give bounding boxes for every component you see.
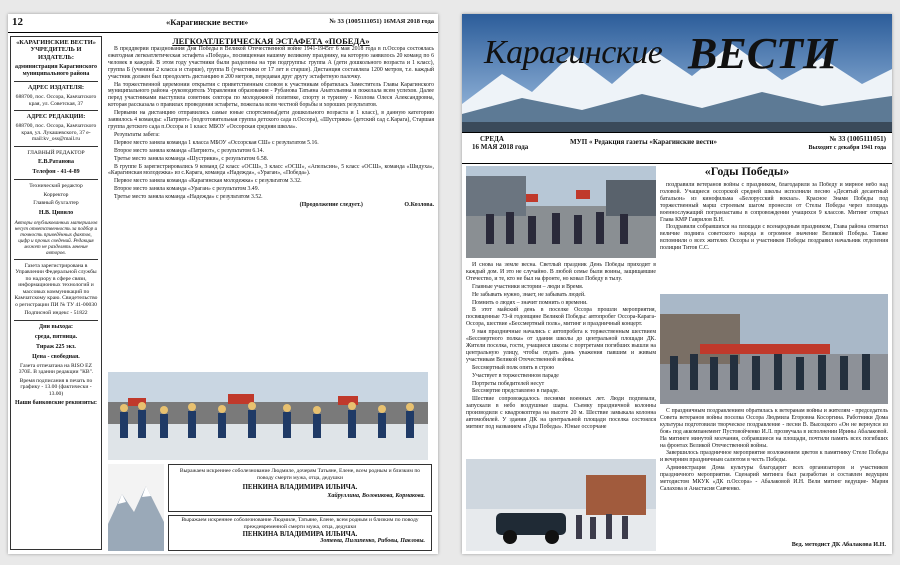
paragraph: Первое место заняла команда 1 класса МБОУ «Оссорская СШ» с результатом 5.16. <box>114 139 319 146</box>
paragraph: Портреты победителей несут <box>472 380 545 387</box>
paragraph: Второе место заняла команда «Ураган» с результатом 3.49. <box>114 186 260 193</box>
paragraph: поздравили ветеранов войны с праздником, благодарили за Победу и мирное небо над головой. Учащиеся оссорской средней школы исполнили песню «Десятый десантный батальон» из кинофильма «Белорусский вокзал». Красное Знамя Победы под торжественный марш строевым шагом пронесли от Стелы Победы через площадь военнослужащий погранзаставы в сопровождении учащихся 9 классов. Митинг открыл Глава КМР Гаврилов В.Н. <box>660 182 888 223</box>
registration: Газета зарегистрирована в Управлении Федеральной службы по надзору в сфере связи, информационных технологий и массовых коммуникаций по Камчатскому краю. Свидетельство о регистрации ПИ № ТУ 41-00030 <box>14 262 98 308</box>
imprint-founder: администрация Карагинского муниципального района <box>14 64 98 78</box>
paragraph: С праздничным поздравлением обратилась к ветеранам войны и жителям - председатель Совета ветеранов войны поселка Оссора Людмила Егоровна Косоргина. Работники Дома культуры подготовили творческое поздравление - песни В. Высоцкого «Он не вернулся из боя» под аккомпанемент Пустовойченко И.Л. прозвучала в исполнении Ирины Абалаковой. На митинге минутой молчания, собравшиеся на площади, почтили память всех погибших на фронтах Великой Отечественной войны. <box>660 408 888 449</box>
paragraph: Бессмертный полк опять в строю <box>472 364 555 371</box>
condolence-box-2 <box>168 515 432 551</box>
paragraph: На торжественной церемонии открытия с приветственным словом к участникам обратилась Заместитель Главы Карагинского муниципального района -руководитель Управления образования - Рубанова Татьяна Анатольевна и пожелала всем успехов. Далее перед участниками выступила советник сектора по молодежной политике, спорту и туризму - Козлова Олеся Александровна, которая рассказала о правилах проведения эстафеты, пожелала всем честной борьбы и хороших результатов. <box>108 81 434 109</box>
disclaimer: Авторы опубликованных материалов несут ответственность за подбор и точность приведённых фактов, цифр и прочих сведений. Редакция может не разделять мнение авторов. <box>14 219 98 256</box>
page-number: 12 <box>12 16 23 28</box>
parade-photo-3 <box>660 294 888 404</box>
continued-note: (Продолжение следует.) <box>299 202 363 209</box>
left-page <box>8 14 438 554</box>
paragraph: Участвует в торжественном параде <box>472 372 559 379</box>
paragraph: Результаты забега: <box>114 131 160 138</box>
parade-photo-1 <box>466 166 656 258</box>
article-body <box>108 46 434 202</box>
condolence-box-1 <box>168 464 432 512</box>
chief-editor-label: ГЛАВНЫЙ РЕДАКТОР <box>27 149 85 156</box>
article-title: «Годы Победы» <box>704 164 790 178</box>
condolence-message: Выражаем искреннее соболезнование Людмиле, Татьяне, Елене, всем родным и близким по поводу преждевременной смерти мужа, отца, дедушки <box>181 517 419 530</box>
paper-name: «Карагинские вести» <box>166 17 249 27</box>
paragraph: Поздравили собравшихся на площади с всенародным праздником, Глава района отметил величие подвига советского народа и огромное значение Великой Победы. Также вспомнили о всех жителях Оссоры и участников Победы поздравил начальник отделения полиции Титов С.С. <box>660 224 888 252</box>
imprint-title: «КАРАГИНСКИЕ ВЕСТИ» УЧРЕДИТЕЛЬ И ИЗДАТЕЛЬ: <box>16 39 96 61</box>
editorial-address: 688700, пос. Оссора, Камчатского края, ул. Лукашевского, 37 e-mail:kv_oss@mail.ru <box>15 123 97 143</box>
paragraph: В преддверии празднования Дня Победы в Великой Отечественной войне 1941-1945гг 6 мая 2018 года в п.Оссора состоялась ежегодная легкоатлетическая эстафета «Победа», посвященная нашему великому празднику, на которую заявилось 20 команд по 6 человек в каждой. В этом году участники были разделены на три подгруппы: группа А (дети дошкольного возраста и 1 класс), группа Б (ученики 2 класса и старше), группа В (участники от 17 лет и старше). Дистанция составляла 1200 метров, т.е. каждый участник должен был преодолеть дистанцию в 200 метров, передавая друг другу эстафетную палочку. <box>108 46 434 80</box>
paragraph: Третье место заняла команда «Надежда» с результатом 3.52. <box>114 194 263 201</box>
subscription-index: Подписной индекс - 51822 <box>24 310 88 317</box>
article-title: ЛЕГКОАТЛЕТИЧЕСКАЯ ЭСТАФЕТА «ПОБЕДА» <box>172 36 370 46</box>
paragraph: Первыми на дистанцию отправились самые юные спортсмены(дети дошкольного возраста и 1 класс), в данную категорию заявилось 4 команды: «Патриот» (подготовительная группа детского сада п.Оссора), «Шустрики» (детский сад с.Карага), Старшая группа детского сада п.Оссора и 1 класс МБОУ «Оссорская средняя школа». <box>108 110 434 130</box>
paragraph: Не забывать нужно, знает, не забывать людей. <box>472 291 586 298</box>
price: Цена - свободная. <box>32 353 80 360</box>
paragraph: Шествие сопровождалось песнями военных лет. Люди подпевали, запускали в небо воздушные шары. Съемку праздничной колонны производили с квадрокоптера на высоте 20 м. Шествие замыкала колонна автомобилей. У здания ДК на центральной площади поселка состоялся митинг под названием «Годы Победы». Юные оссорчане <box>466 396 656 430</box>
condolence-from: Зотеева, Пилипенко, Рибовы, Павловы. <box>320 538 425 545</box>
issue-info-bar <box>462 132 892 164</box>
article-signature <box>108 202 434 208</box>
imprint-sidebar <box>10 36 102 550</box>
right-page <box>462 14 892 554</box>
paragraph: 9 мая праздничные начались с автопробега к торжественным шествием «Бессмертного полка» от здания школы до центральной площади ДК. Жители поселка, гости, учащиеся школы с портретами погибших вышли на центральную улицу, чтобы отдать дань уважения павшим и живым участникам Великой Отечественной войны. <box>466 329 656 363</box>
days: среда, пятница. <box>34 333 78 340</box>
bookkeeper: Н.В. Цивило <box>38 209 74 216</box>
signed-info: Время подписания в печать по графику - 13.00 (фактически - 13.00) <box>19 377 93 397</box>
article-author: О.Козлова. <box>404 202 434 209</box>
paragraph: Помнить о людях – значит помнить о времени. <box>472 299 588 306</box>
condolence-name: ПЕНКИНА ВЛАДИМИРА ИЛЬИЧА. <box>242 531 358 539</box>
chief-editor: Е.В.Ратанова <box>37 159 75 166</box>
corrector: Корректор <box>43 191 69 198</box>
paragraph: Первое место заняла команда «Карагинская молодежка» с результатом 3.32. <box>114 178 302 185</box>
bookkeeper-label: Главный бухгалтер <box>33 200 79 207</box>
since-line: Выходит с декабря 1941 года <box>808 145 886 151</box>
article-column-2 <box>660 182 888 290</box>
editorial-address-label: АДРЕС РЕДАКЦИИ: <box>26 114 86 121</box>
article-column-3 <box>660 408 888 538</box>
article-signature: Вед. методист ДК Абалакова И.Н. <box>791 541 886 548</box>
page-header <box>8 14 438 33</box>
condolence-name: ПЕНКИНА ВЛАДИМИРА ИЛЬИЧА. <box>242 484 358 492</box>
bank-label: Наши банковские реквизиты: <box>14 400 98 407</box>
publisher-address-label: АДРЕС ИЗДАТЕЛЯ: <box>27 85 85 92</box>
issue-number: № 33 (1005111051) <box>829 135 886 143</box>
relay-photo <box>108 372 428 460</box>
phone: Телефон - 41-4-89 <box>32 169 80 176</box>
paragraph: В группе Б зарегистрировались 9 команд (2 класс «ОСШ», 3 класс «ОСШ», «Апельсин», 5 класс «ОСШ», команда «Шидуха», «Карагинская молодежка» из с.Карага, команда «Надежда», «Ураган», «Победа»). <box>108 163 434 177</box>
paragraph: Второе место заняла команда «Патриот», с результатом 6.14. <box>114 147 264 154</box>
paragraph: Бессмертие представлено в параде. <box>472 388 559 395</box>
paragraph: Завершилось праздничное мероприятие возложением цветов к памятнику Стеле Победы и вечерним праздничным салютом в честь Победы. <box>660 450 888 464</box>
paragraph: Администрация Дома культуры благодарит всех организаторов и участников праздничного мероприятия. Сценарий митинга был разработан и составлен ведущим методистом МКУК «ДК п.Оссора» - Абалаковой И.Н. Вели митинг ведущие- Мария Салахова и Анастасия Савченко. <box>660 465 888 492</box>
issue-day: СРЕДА <box>480 135 504 143</box>
publisher-name: МУП « Редакция газеты «Карагинские вести» <box>570 138 718 146</box>
article-column-1 <box>466 262 656 458</box>
print-run: Тираж 225 экз. <box>36 343 76 350</box>
days-label: Дни выхода: <box>38 323 74 330</box>
printed-info: Газета отпечатана на RISO EZ 370E. В здании редакции "КВ". <box>18 362 94 376</box>
paragraph: И снова на земле весна. Светлый праздник День Победы приходит в каждый дом. И это не случайно. В любой семье были воины, защищавшие Отечество, и те, кто не был на фронте, но ковал Победу в тылу. <box>466 262 656 282</box>
parade-photo-2 <box>466 459 656 551</box>
masthead-title-word2: ВЕСТИ <box>688 29 838 78</box>
paragraph: В этот майский день в поселке Оссора прошли мероприятия, посвященные 73-й годовщине Великой Победы: автопробег Оссора-Карага-Оссора, шествие «Бессмертный полк», митинг и праздничный концерт. <box>466 307 656 328</box>
main-article <box>108 36 434 208</box>
condolence-message: Выражаем искреннее соболезнование Людмиле, дочерям Татьяне, Елене, всем родным и близким по поводу смерти мужа, отца, дедушки <box>179 468 421 481</box>
masthead-title-word1: Карагинские <box>484 34 663 71</box>
tech-editor: Технический редактор <box>29 183 83 190</box>
condolence-from: Хайруллина, Воловикова, Кормакова. <box>327 493 425 500</box>
paragraph: Главные участники истории – люди и Время. <box>472 283 584 290</box>
issue-line: № 33 (1005111051) 16МАЯ 2018 года <box>329 18 434 25</box>
issue-date: 16 МАЯ 2018 года <box>472 143 529 151</box>
publisher-address: 688700, пос. Оссора, Камчатского края, ул. Советская, 37 <box>15 94 97 107</box>
paragraph: Третье место заняла команда «Шустрики», с результатом 6.58. <box>114 155 269 162</box>
condolence-image <box>108 464 164 551</box>
